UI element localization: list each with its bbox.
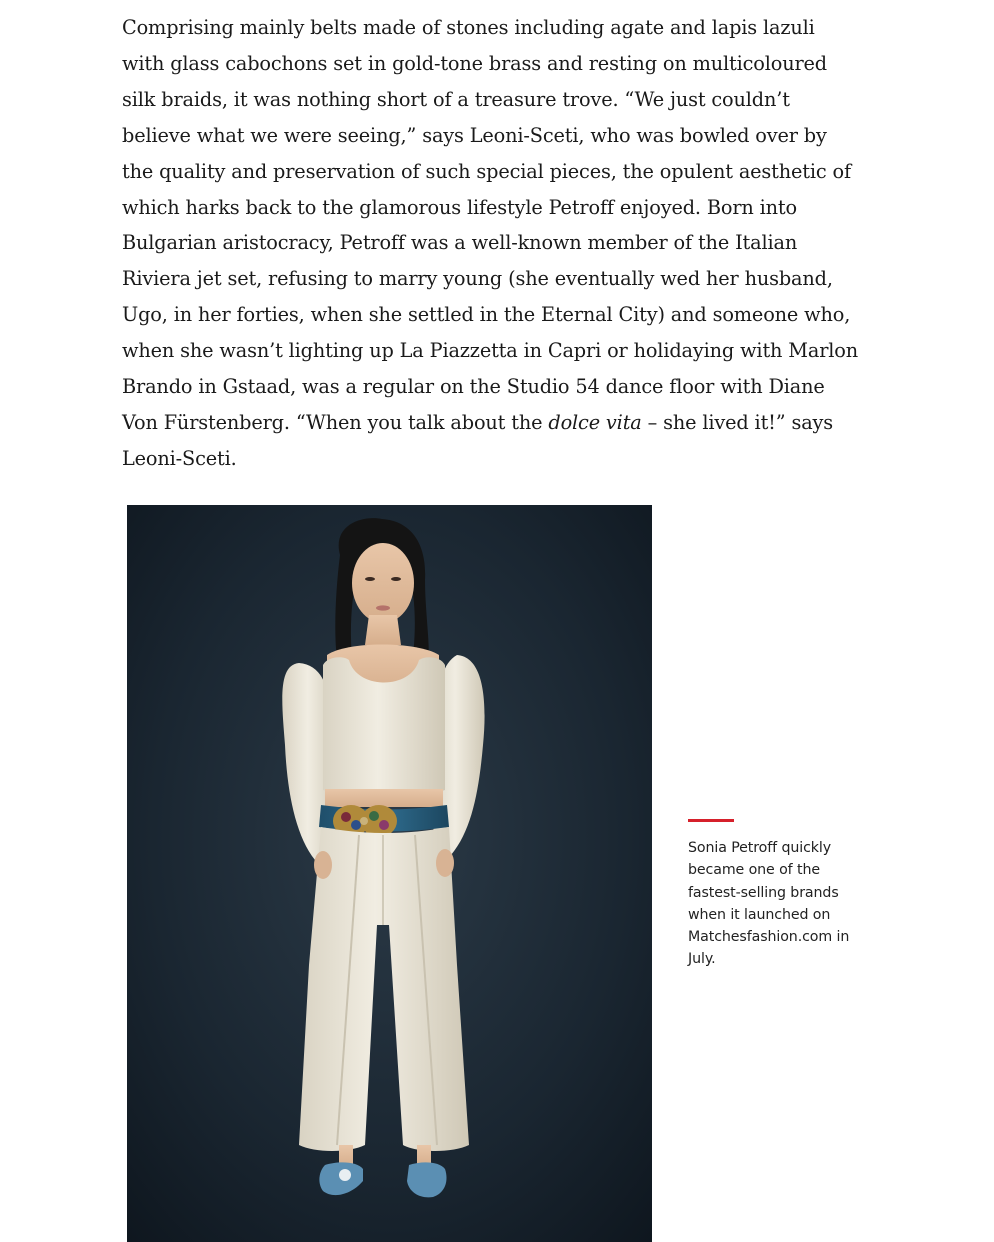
article-paragraph <box>122 10 862 477</box>
article-text-part-1: Comprising mainly belts made of stones including agate and lapis lazuli with glass cabochons set in gold-tone brass and resting on multicoloured silk braids, it was nothing short of a treasure trove. “We just couldn’t believe what we were seeing,” says Leoni-Sceti, who was bowled over by the quality and preservation of such special pieces, the opulent aesthetic of which harks back to the glamorous lifestyle Petroff enjoyed. Born into Bulgarian aristocracy, Petroff was a well-known member of the Italian Riviera jet set, refusing to marry young (she eventually wed her husband, Ugo, in her forties, when she settled in the Eternal City) and someone who, when she wasn’t lighting up La Piazzetta in Capri or holidaying with Marlon Brando in Gstaad, was a regular on the Studio 54 dance floor with Diane Von Fürstenberg. “When you talk about the <box>122 16 859 434</box>
fashion-photo <box>127 505 652 1242</box>
photo-caption: Sonia Petroff quickly became one of the fastest-selling brands when it launched on Matchesfashion.com in July. <box>688 840 850 968</box>
article-text-part-2: – she lived it!” says Leoni-Sceti. <box>122 410 834 470</box>
article-italic-phrase: dolce vita <box>548 410 642 434</box>
caption-accent-rule <box>688 819 734 822</box>
face <box>352 543 414 623</box>
